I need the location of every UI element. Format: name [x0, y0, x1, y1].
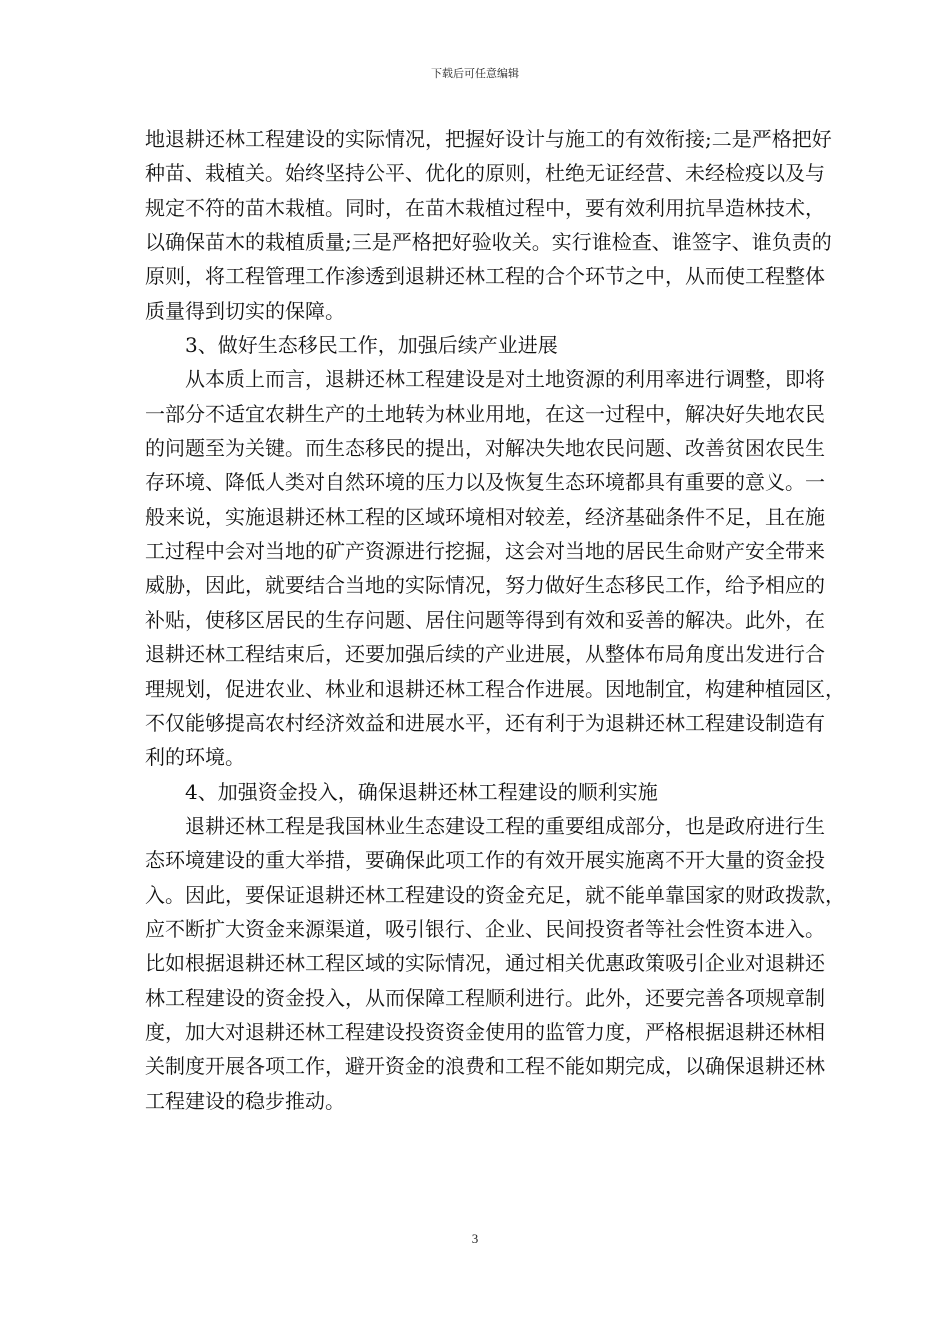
- text-line: 工过程中会对当地的矿产资源进行挖掘，这会对当地的居民生命财产安全带来: [145, 539, 825, 564]
- text-line: 态环境建设的重大举措，要确保此项工作的有效开展实施离不开大量的资金投: [145, 848, 825, 873]
- section-heading-4: 4、加强资金投入，确保退耕还林工程建设的顺利实施: [185, 779, 658, 804]
- text-line: 的问题至为关键。而生态移民的提出，对解决失地农民问题、改善贫困农民生: [145, 436, 825, 461]
- text-line: 比如根据退耕还林工程区域的实际情况，通过相关优惠政策吸引企业对退耕还: [145, 951, 825, 976]
- text-line: 利的环境。: [145, 745, 245, 770]
- text-line: 应不断扩大资金来源渠道，吸引银行、企业、民间投资者等社会性资本进入。: [145, 916, 825, 941]
- page-number: 3: [471, 1231, 479, 1246]
- text-line: 地退耕还林工程建设的实际情况，把握好设计与施工的有效衔接;二是严格把好: [145, 127, 832, 151]
- text-line: 入。因此，要保证退耕还林工程建设的资金充足，就不能单靠国家的财政拨款，: [145, 882, 845, 907]
- text-line: 威胁，因此，就要结合当地的实际情况，努力做好生态移民工作，给予相应的: [145, 573, 825, 598]
- text-line: 一部分不适宜农耕生产的土地转为林业用地，在这一过程中，解决好失地农民: [145, 401, 825, 426]
- text-line: 原则，将工程管理工作渗透到退耕还林工程的合个环节之中，从而使工程整体: [145, 264, 825, 289]
- text-line: 退耕还林工程结束后，还要加强后续的产业进展，从整体布局角度出发进行合: [145, 642, 825, 667]
- text-line: 存环境、降低人类对自然环境的压力以及恢复生态环境都具有重要的意义。一: [145, 470, 825, 495]
- text-line: 关制度开展各项工作，避开资金的浪费和工程不能如期完成，以确保退耕还林: [145, 1054, 825, 1079]
- section-heading-3: 3、做好生态移民工作，加强后续产业进展: [185, 333, 558, 358]
- document-body: [145, 122, 845, 1118]
- text-line: 不仅能够提高农村经济效益和进展水平，还有利于为退耕还林工程建设制造有: [145, 710, 825, 735]
- paragraph-first-line: 退耕还林工程是我国林业生态建设工程的重要组成部分，也是政府进行生: [185, 813, 825, 838]
- text-line: 工程建设的稳步推动。: [145, 1088, 345, 1113]
- text-line: 补贴，使移区居民的生存问题、居住问题等得到有效和妥善的解决。此外，在: [145, 607, 825, 632]
- text-line: 理规划，促进农业、林业和退耕还林工程合作进展。因地制宜，构建种植园区，: [145, 676, 845, 701]
- text-line: 规定不符的苗木栽植。同时，在苗木栽植过程中，要有效利用抗旱造林技术，: [145, 195, 825, 220]
- text-line: 以确保苗木的栽植质量;三是严格把好验收关。实行谁检查、谁签字、谁负责的: [145, 230, 832, 255]
- text-line: 林工程建设的资金投入，从而保障工程顺利进行。此外，还要完善各项规章制: [145, 985, 825, 1010]
- page-header: 下载后可任意编辑: [431, 67, 519, 80]
- text-line: 种苗、栽植关。始终坚持公平、优化的原则，杜绝无证经营、未经检疫以及与: [145, 161, 825, 186]
- text-line: 般来说，实施退耕还林工程的区域环境相对较差，经济基础条件不足，且在施: [145, 504, 825, 529]
- paragraph-first-line: 从本质上而言，退耕还林工程建设是对土地资源的利用率进行调整，即将: [185, 367, 825, 392]
- text-line: 度，加大对退耕还林工程建设投资资金使用的监管力度，严格根据退耕还林相: [145, 1019, 825, 1044]
- text-line: 质量得到切实的保障。: [145, 298, 345, 323]
